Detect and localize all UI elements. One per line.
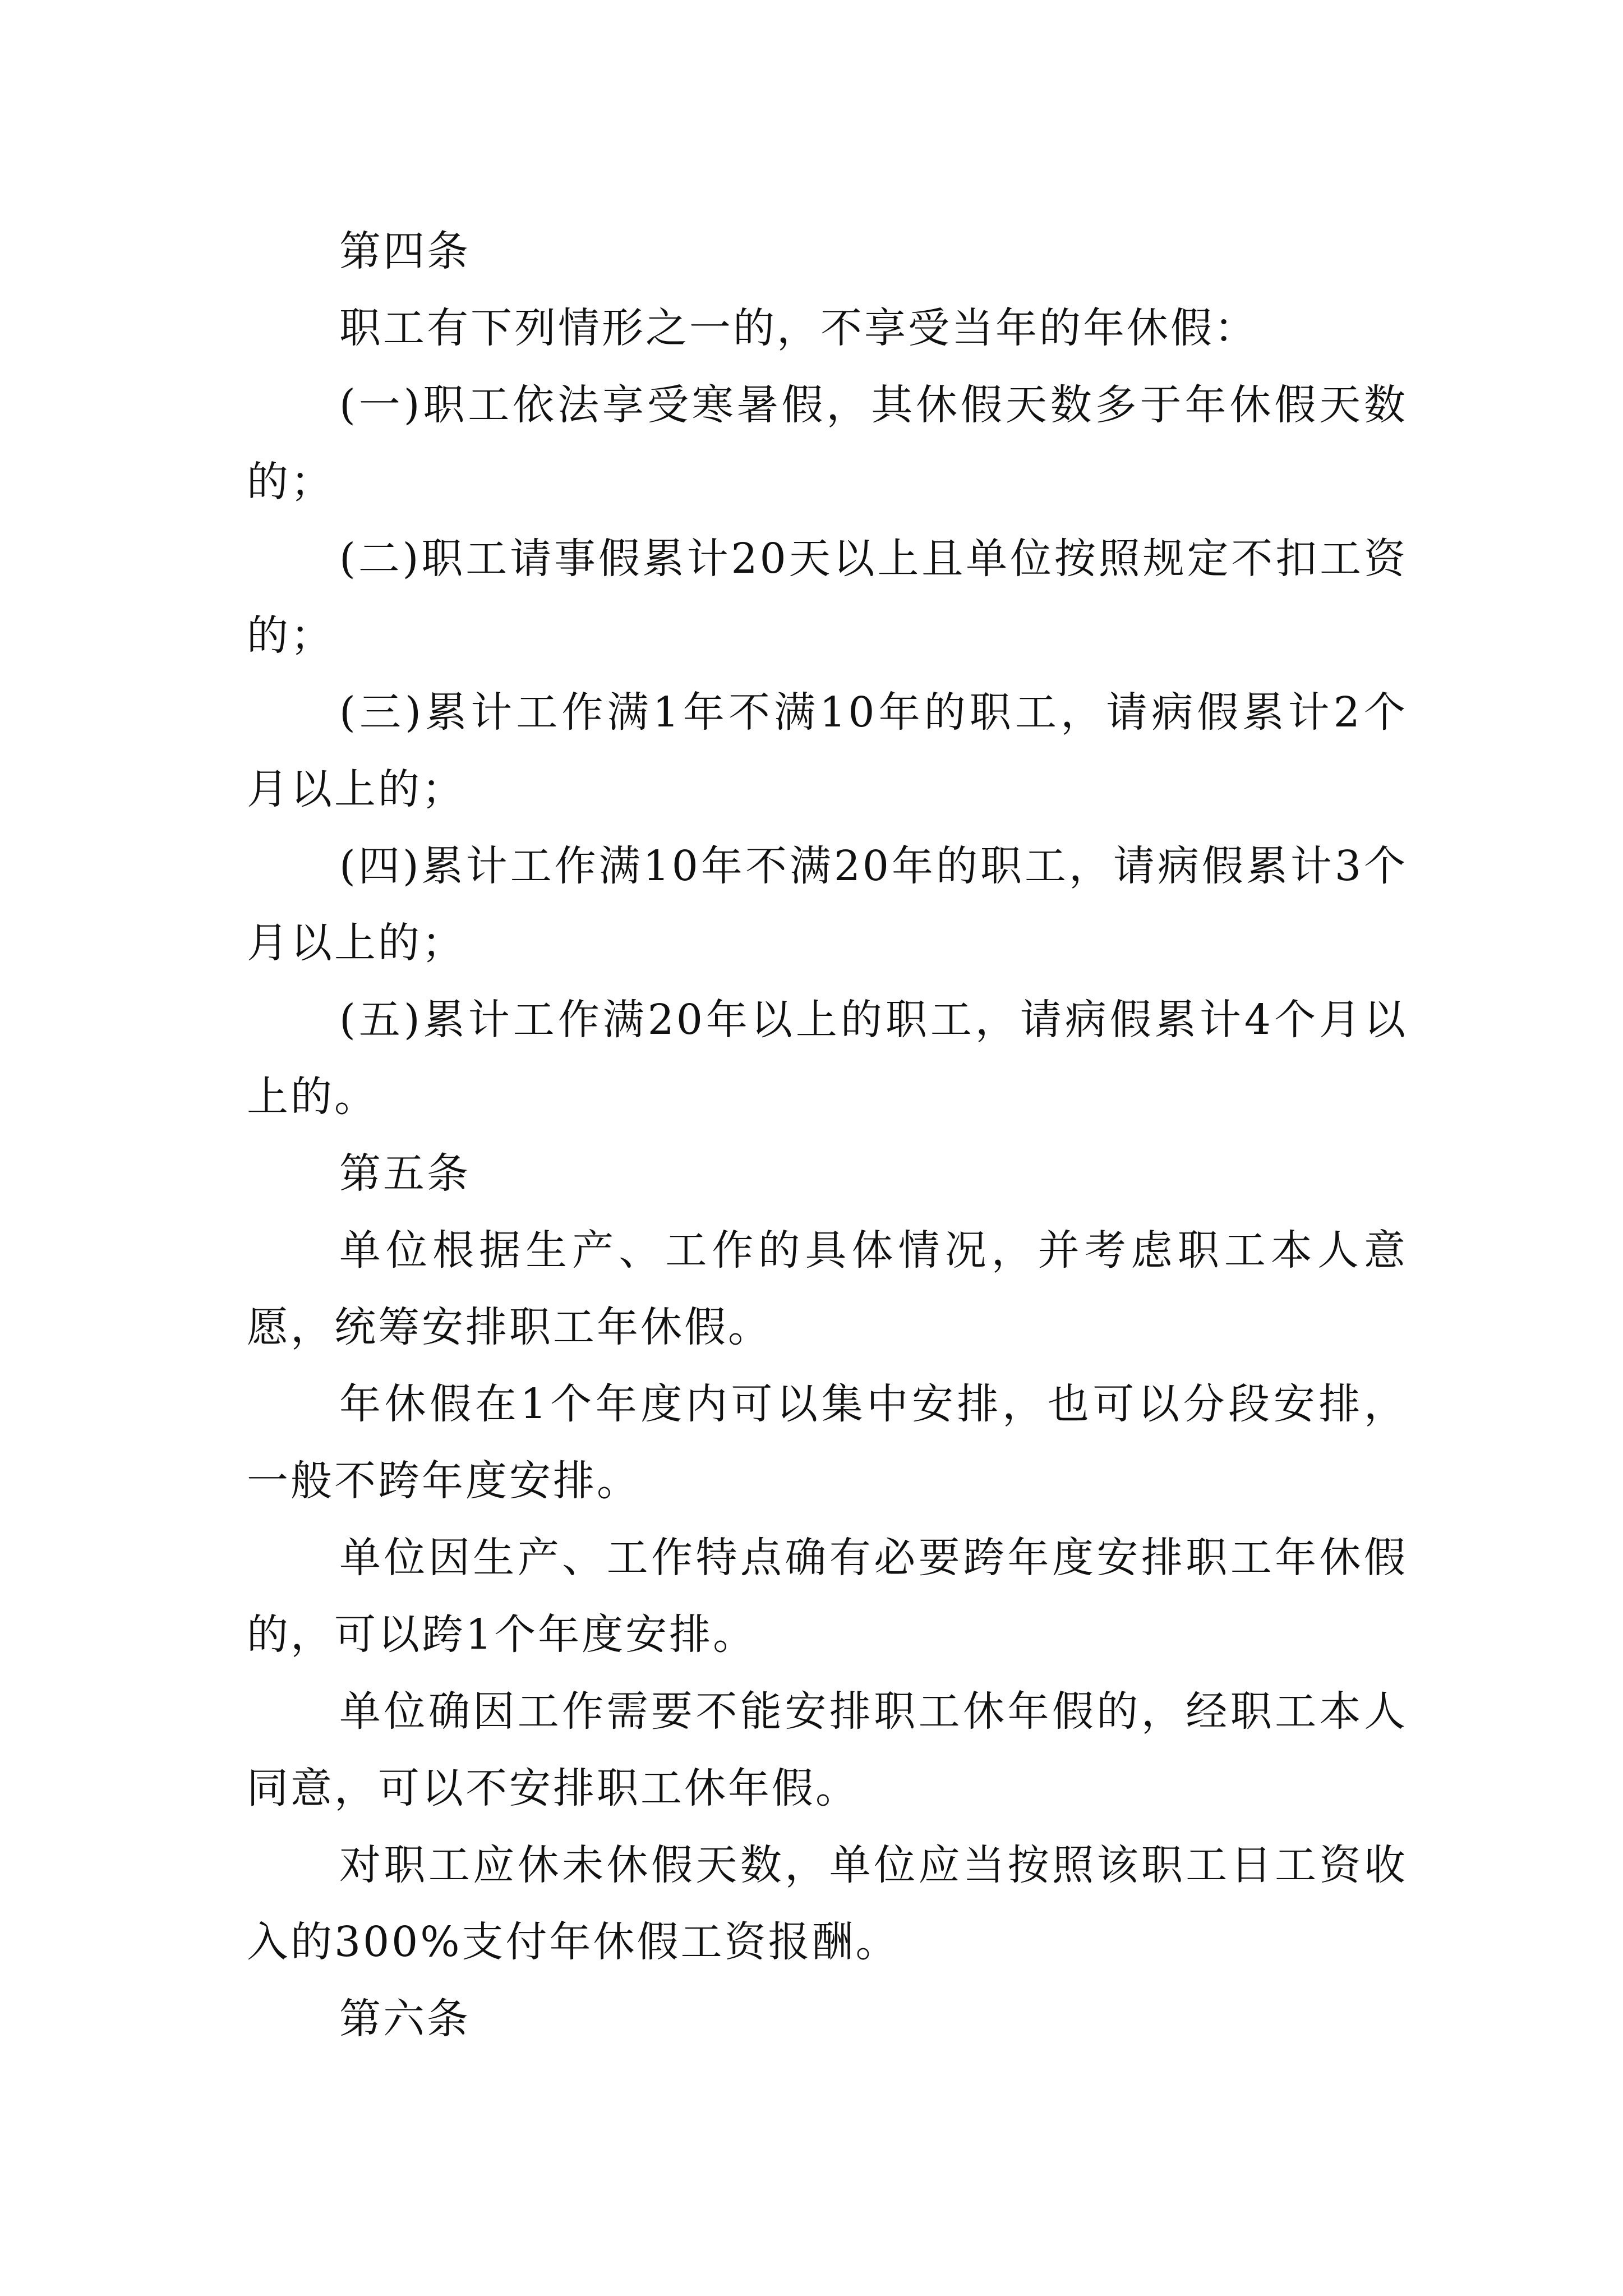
list-item: (四)累计工作满10年不满20年的职工，请病假累计3个月以上的；: [247, 842, 1408, 967]
article-heading: 第六条: [339, 1995, 471, 2043]
paragraph: 对职工应休未休假天数，单位应当按照该职工日工资收入的300%支付年休假工资报酬。: [247, 1841, 1408, 1966]
document-body: [247, 213, 1408, 2058]
paragraph: 职工有下列情形之一的，不享受当年的年休假：: [339, 304, 1258, 352]
article-heading: 第五条: [339, 1149, 471, 1198]
list-item: (二)职工请事假累计20天以上且单位按照规定不扣工资的；: [247, 535, 1408, 660]
paragraph: 年休假在1个年度内可以集中安排，也可以分段安排，一般不跨年度安排。: [247, 1380, 1408, 1505]
paragraph: 单位根据生产、工作的具体情况，并考虑职工本人意愿，统筹安排职工年休假。: [247, 1226, 1408, 1351]
list-item: (五)累计工作满20年以上的职工，请病假累计4个月以上的。: [247, 996, 1408, 1121]
paragraph: 单位因生产、工作特点确有必要跨年度安排职工年休假的，可以跨1个年度安排。: [247, 1534, 1408, 1659]
article-heading: 第四条: [339, 227, 471, 275]
list-item: (三)累计工作满1年不满10年的职工，请病假累计2个月以上的；: [247, 688, 1408, 813]
list-item: (一)职工依法享受寒暑假，其休假天数多于年休假天数的；: [247, 381, 1408, 506]
paragraph: 单位确因工作需要不能安排职工休年假的，经职工本人同意，可以不安排职工休年假。: [247, 1687, 1408, 1812]
